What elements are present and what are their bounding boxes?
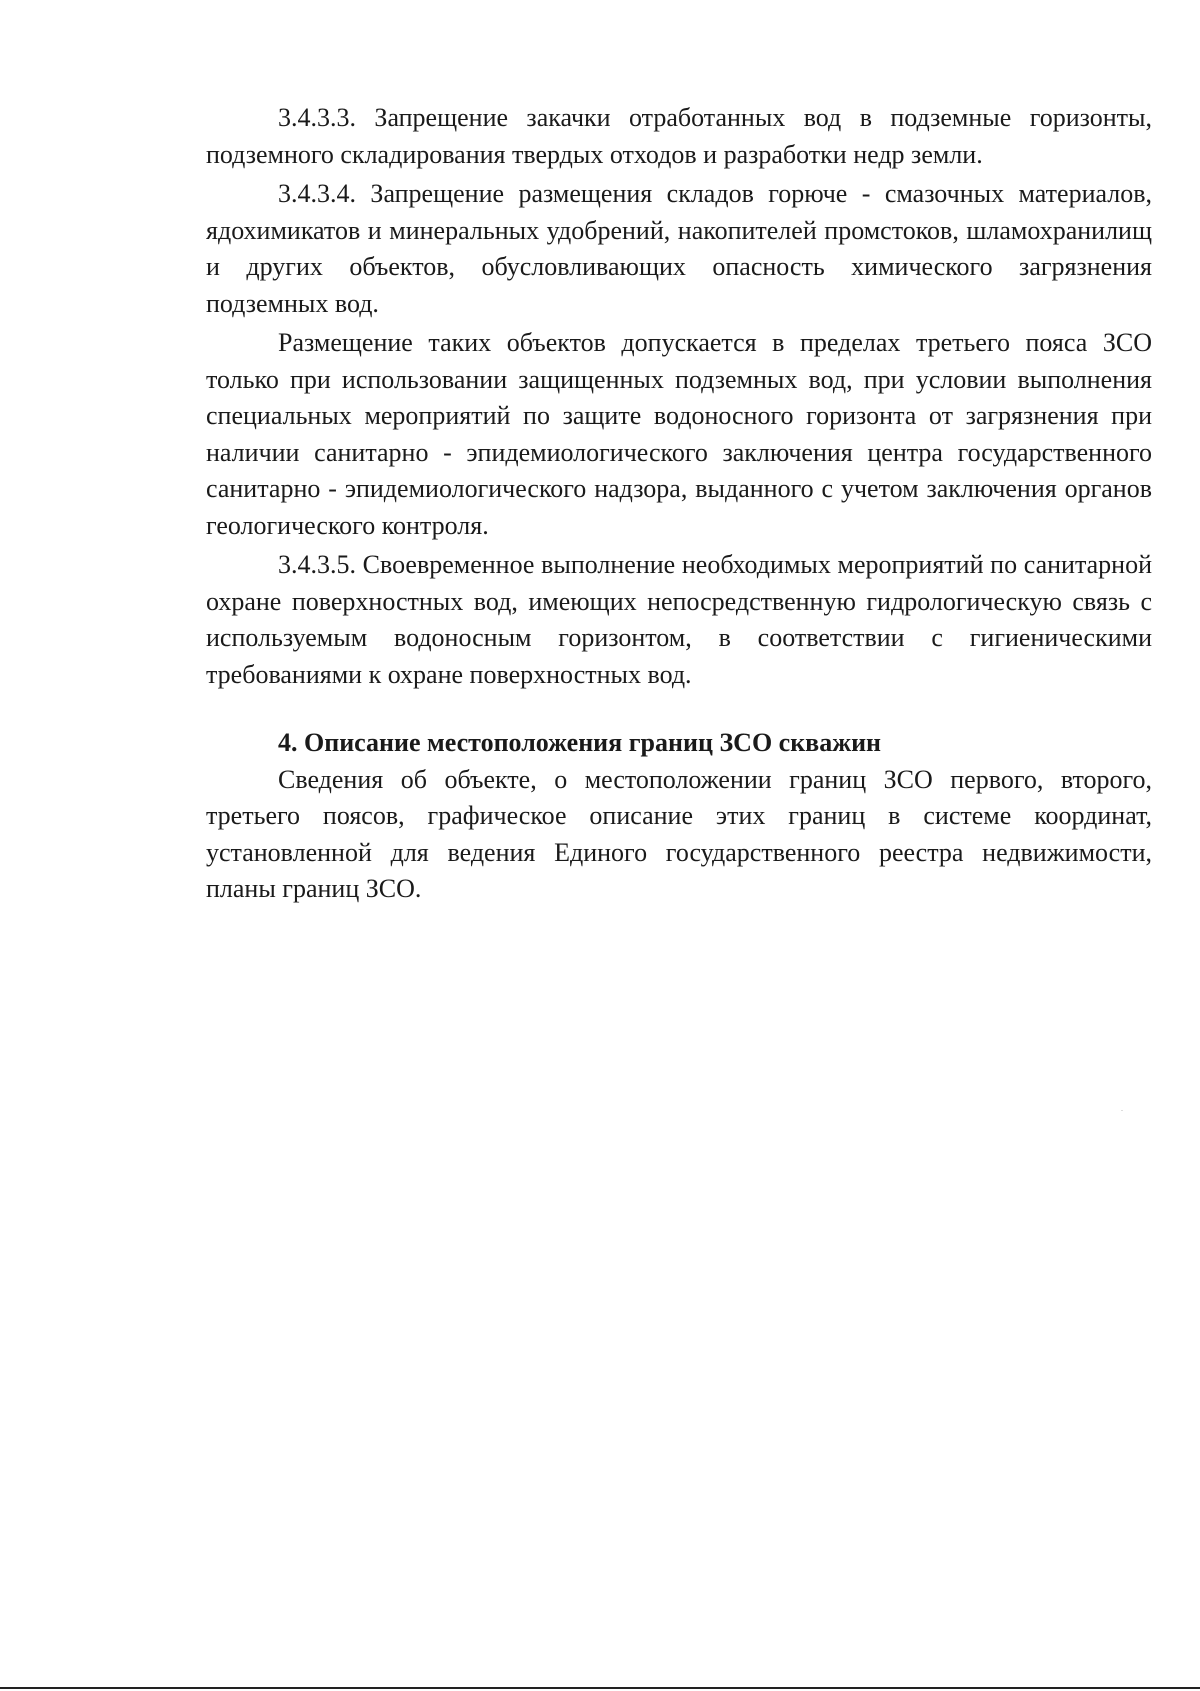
scan-speck	[1121, 1110, 1123, 1111]
paragraph-3-4-3-5: 3.4.3.5. Своевременное выполнение необходимых мероприятий по санитарной охране поверхностных вод, имеющих непосредственную гидрологическую связь с используемым водоносным горизонтом, в соответствии с гигиеническими требованиями к охране поверхностных вод.	[206, 550, 1152, 689]
document-body	[206, 100, 1152, 911]
section-heading: 4. Описание местоположения границ ЗСО скважин	[278, 728, 882, 757]
page-bottom-edge-line	[0, 1687, 1200, 1689]
paragraph-placement-conditions: Размещение таких объектов допускается в пределах третьего пояса ЗСО только при использовании защищенных подземных вод, при условии выполнения специальных мероприятий по защите водоносного горизонта от загрязнения при наличии санитарно - эпидемиологического заключения центра государственного санитарно - эпидемиологического надзора, выданного с учетом заключения органов геологического контроля.	[206, 328, 1152, 540]
paragraph-3-4-3-3: 3.4.3.3. Запрещение закачки отработанных вод в подземные горизонты, подземного складирования твердых отходов и разработки недр земли.	[206, 103, 1152, 169]
paragraph-3-4-3-4: 3.4.3.4. Запрещение размещения складов горюче - смазочных материалов, ядохимикатов и минеральных удобрений, накопителей промстоков, шламохранилищ и других объектов, обусловливающих опасность химического загрязнения подземных вод.	[206, 179, 1152, 318]
paragraph-object-information: Сведения об объекте, о местоположении границ ЗСО первого, второго, третьего поясов, графическое описание этих границ в системе координат, установленной для ведения Единого государственного реестра недвижимости, планы границ ЗСО.	[206, 764, 1152, 903]
